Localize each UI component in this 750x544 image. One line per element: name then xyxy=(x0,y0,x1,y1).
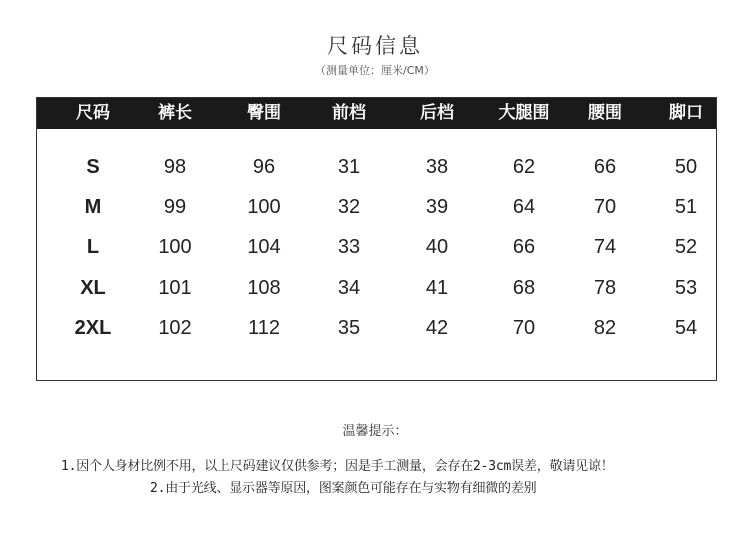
cell-value: 64 xyxy=(512,196,536,218)
cell-value: 70 xyxy=(512,317,536,339)
cell-value: 78 xyxy=(593,277,617,299)
cell-value: 52 xyxy=(674,236,698,258)
cell-value: 99 xyxy=(163,196,187,218)
header-thigh: 大腿围 xyxy=(498,103,550,123)
header-hip: 臀围 xyxy=(247,103,281,123)
cell-value: 51 xyxy=(674,196,698,218)
cell-value: 42 xyxy=(425,317,449,339)
page-title: 尺码信息 xyxy=(327,34,423,58)
tip-item: 2.由于光线、显示器等原因，图案颜色可能存在与实物有细微的差别 xyxy=(150,481,537,496)
cell-value: 104 xyxy=(247,236,281,258)
header-length: 裤长 xyxy=(158,103,192,123)
cell-size: M xyxy=(84,196,102,218)
cell-value: 32 xyxy=(337,196,361,218)
cell-value: 100 xyxy=(247,196,281,218)
cell-size: XL xyxy=(80,277,106,299)
cell-value: 66 xyxy=(512,236,536,258)
cell-value: 101 xyxy=(158,277,192,299)
cell-value: 40 xyxy=(425,236,449,258)
cell-value: 34 xyxy=(337,277,361,299)
cell-value: 31 xyxy=(337,156,361,178)
cell-value: 41 xyxy=(425,277,449,299)
cell-value: 82 xyxy=(593,317,617,339)
cell-value: 35 xyxy=(337,317,361,339)
cell-size: 2XL xyxy=(74,317,112,339)
unit-subtitle: （测量单位：厘米/CM） xyxy=(315,64,435,77)
table-row xyxy=(37,227,716,267)
header-leg-opening: 脚口 xyxy=(669,103,703,123)
cell-value: 54 xyxy=(674,317,698,339)
cell-value: 39 xyxy=(425,196,449,218)
cell-value: 38 xyxy=(425,156,449,178)
cell-value: 112 xyxy=(248,317,280,339)
tips-title: 温馨提示： xyxy=(342,424,408,439)
cell-value: 68 xyxy=(512,277,536,299)
cell-value: 96 xyxy=(252,156,276,178)
cell-size: L xyxy=(86,236,100,258)
cell-size: S xyxy=(86,156,100,178)
table-row xyxy=(37,308,716,348)
size-table xyxy=(36,97,717,381)
header-waist: 腰围 xyxy=(588,103,622,123)
header-front-rise: 前档 xyxy=(332,103,366,123)
table-row xyxy=(37,147,716,187)
cell-value: 50 xyxy=(674,156,698,178)
cell-value: 74 xyxy=(593,236,617,258)
cell-value: 70 xyxy=(593,196,617,218)
cell-value: 62 xyxy=(512,156,536,178)
table-row xyxy=(37,187,716,227)
cell-value: 108 xyxy=(247,277,281,299)
cell-value: 102 xyxy=(158,317,192,339)
table-header xyxy=(37,98,716,129)
cell-value: 66 xyxy=(593,156,617,178)
tip-item: 1.因个人身材比例不用，以上尺码建议仅供参考；因是手工测量，会存在2-3cm误差，敬请见谅！ xyxy=(61,459,614,474)
header-back-rise: 后档 xyxy=(420,103,454,123)
cell-value: 33 xyxy=(337,236,361,258)
table-row xyxy=(37,268,716,308)
cell-value: 98 xyxy=(163,156,187,178)
cell-value: 100 xyxy=(158,236,192,258)
cell-value: 53 xyxy=(674,277,698,299)
header-size: 尺码 xyxy=(76,103,110,123)
